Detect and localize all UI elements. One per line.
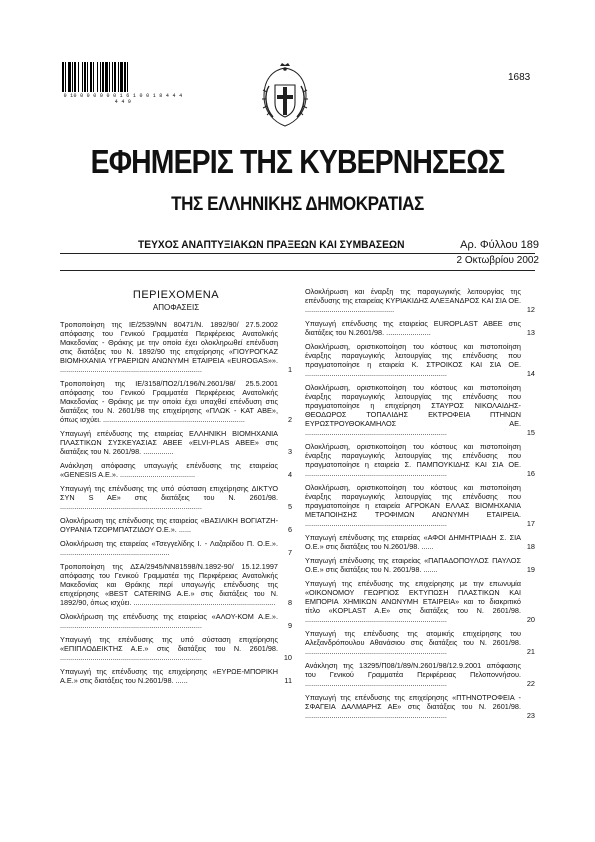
toc-entry xyxy=(305,579,535,624)
toc-entry xyxy=(60,562,292,607)
toc-entry xyxy=(60,320,292,374)
toc-entry xyxy=(60,429,292,456)
toc-entry-text: Ολοκλήρωση της επένδυσης της εταιρείας «ΒΑΣΙΛΙΚΗ ΒΟΓΙΑΤΖΗ-ΟΥΡΑΝΙΑ ΤΖΟΡΜΠΑΤΖΙΔΟΥ Ο.Ε.». ...... xyxy=(60,516,278,534)
toc-list-left xyxy=(60,320,292,685)
date-divider xyxy=(60,270,535,271)
toc-entry xyxy=(60,667,292,685)
barcode-number: 0 10 0 0 0 0 0 0 1 6 1 0 0 1 8 4 4 4 4 4 9 xyxy=(63,93,183,105)
toc-heading: ΠΕΡΙΕΧΟΜΕΝΑ xyxy=(132,289,220,301)
toc-entry-text: Ολοκλήρωση της εταιρείας «Τσεγγελίδης Ι. - Λαζαρίδου Π. Ο.Ε.». ...................................................... xyxy=(60,539,278,557)
toc-list-right xyxy=(305,287,535,720)
toc-entry-page: 19 xyxy=(526,565,535,574)
toc-entry xyxy=(305,629,535,656)
toc-entry xyxy=(305,442,535,478)
toc-entry xyxy=(305,661,535,688)
gazette-title: ΕΦΗΜΕΡΙΣ ΤΗΣ ΚΥΒΕΡΝΗΣΕΩΣ xyxy=(90,143,505,180)
toc-entry xyxy=(305,483,535,528)
toc-entry-page: 14 xyxy=(526,369,535,378)
toc-entry-page: 21 xyxy=(526,647,535,656)
issue-date: 2 Οκτωβρίου 2002 xyxy=(456,255,539,266)
toc-entry-text: Υπαγωγή επένδυσης της εταιρείας ΕΛΛΗΝΙΚΗ ΒΙΟΜΗΧΑΝΙΑ ΠΛΑΣΤΙΚΩΝ ΣΥΣΚΕΥΑΣΙΑΣ ΑΒΕΕ «ELVI-PLAS ABEE» στις διατάξεις του Ν. 2601/98. ............... xyxy=(60,429,278,456)
toc-entry-text: Ολοκλήρωση, οριστικοποίηση του κόστους και πιστοποίηση έναρξης παραγωγικής λειτουργίας της επένδυσης που πραγματοποίησε η εταιρεία ΑΓΡΟΚΑΝ ΕΛΛΑΣ ΒΙΟΜΗΧΑΝΙΑ ΜΕΤΑΠΟΙΗΣΗΣ ΤΡΟΦΙΜΩΝ ΑΝΩΝΥΜΗ ΕΤΑΙΡΕΙΑ. ...................................................................... xyxy=(305,483,521,528)
toc-entry-page: 6 xyxy=(287,525,292,534)
toc-entry-page: 13 xyxy=(526,328,535,337)
greek-coat-of-arms-emblem xyxy=(256,62,314,130)
toc-entry-page: 7 xyxy=(287,548,292,557)
barcode xyxy=(62,62,184,92)
toc-entry-page: 12 xyxy=(526,305,535,314)
toc-entry-text: Τροποποίηση της ΙΕ/2539/ΝΝ 80471/Ν. 1892/90/ 27.5.2002 απόφασης του Γενικού Γραμματέα Περιφέρειας Ανατολικής Μακεδονίας - Θράκης με την οποία έχει ολοκληρωθεί επένδυση στις διατάξεις του Ν. 1892/90 της επιχείρησης «ΓΙΟΥΡΟΓΚΑΖ ΒΙΟΜΗΧΑΝΙΑ ΥΓΡΑΕΡΙΩΝ ΑΝΩΝΥΜΗ ΕΤΑΙΡΕΙΑ «EUROGAS»». ...................................................................... xyxy=(60,320,278,374)
issue-number: Αρ. Φύλλου 189 xyxy=(460,239,539,251)
gazette-subtitle: ΤΗΣ ΕΛΛΗΝΙΚΗΣ ΔΗΜΟΚΡΑΤΙΑΣ xyxy=(171,194,424,215)
toc-entry xyxy=(60,516,292,534)
toc-entry xyxy=(305,556,535,574)
toc-entry-text: Ολοκλήρωση, οριστικοποίηση του κόστους και πιστοποίηση έναρξης παραγωγικής λειτουργίας της επένδυσης που πραγματοποίησε η εταιρεία Κ. ΣΤΡΟΙΚΟΣ ΚΑΙ ΣΙΑ ΟΕ. ...................................................................... xyxy=(305,342,521,378)
toc-entry-text: Ανάκληση απόφασης υπαγωγής επένδυσης της εταιρείας «GENESIS A.E.». ..................................... xyxy=(60,461,278,479)
toc-entry-text: Υπαγωγή επένδυσης της εταιρείας «ΑΦΟΙ ΔΗΜΗΤΡΙΑΔΗ Σ. ΣΙΑ Ο.Ε.» στις διατάξεις του Ν.2601/98. ...... xyxy=(305,533,521,551)
toc-entry-page: 2 xyxy=(287,415,292,424)
toc-entry-page: 8 xyxy=(287,598,292,607)
toc-entry-page: 23 xyxy=(526,711,535,720)
toc-entry xyxy=(60,635,292,662)
toc-entry-page: 15 xyxy=(526,428,535,437)
toc-entry-text: Υπαγωγή της επένδυσης της ατομικής επιχείρησης του Αλεξανδρόπουλου Αθανάσιου στις διατάξεις του Ν. 2601/98. ...................................................................... xyxy=(305,629,521,656)
toc-entry-text: Υπαγωγή της επένδυσης της επιχείρησης «ΠΤΗΝΟΤΡΟΦΕΙΑ - ΣΦΑΓΕΙΑ ΔΑΛΜΑΡΗΣ ΑΕ» στις διατάξεις του Ν. 2601/98. ...................................................................... xyxy=(305,693,521,720)
toc-entry-text: Υπαγωγή της επένδυσης της υπό σύσταση επιχείρησης «ΕΠΙΠΛΟΔΕΙΚΤΗΣ Α.Ε.» στις διατάξεις του Ν. 2601/98. ...................................................................... xyxy=(60,635,278,662)
toc-entry xyxy=(60,612,292,630)
issue-type: ΤΕΥΧΟΣ ΑΝΑΠΤΥΞΙΑΚΩΝ ΠΡΑΞΕΩΝ ΚΑΙ ΣΥΜΒΑΣΕΩΝ xyxy=(138,239,405,251)
toc-entry-page: 18 xyxy=(526,542,535,551)
toc-entry-text: Υπαγωγή επένδυσης της εταιρείας EUROPLAST ABEE στις διατάξεις του Ν.2601/98. ...................... xyxy=(305,319,521,337)
toc-entry-text: Υπαγωγή της επένδυσης της επιχείρησης «ΕΥΡΩΕ-ΜΠΟΡΙΚΗ Α.Ε.» στις διατάξεις του Ν.2601/98. ...... xyxy=(60,667,278,685)
toc-entry-page: 1 xyxy=(287,365,292,374)
toc-subheading: ΑΠΟΦΑΣΕΙΣ xyxy=(152,303,200,312)
toc-left-column xyxy=(60,289,292,690)
toc-entry-text: Τροποποίηση της ΔΣΑ/2945/ΝΝ81598/Ν.1892-90/ 15.12.1997 απόφασης του Γενικού Γραμματέα της Περιφέρειας Ανατολικής Μακεδονίας και Θράκης περί υπαγωγής επένδυσης της επιχείρησης «BEST CATERING A.E.» στις διατάξεις του Ν. 1892/90, όπως ισχύει. ...................................................................... xyxy=(60,562,278,607)
toc-entry xyxy=(305,383,535,437)
toc-entry-page: 16 xyxy=(526,469,535,478)
toc-entry-text: Υπαγωγή της επένδυσης της υπό σύσταση επιχείρησης ΔΙΚΤΥΟ ΣΥΝ S AE» στις διατάξεις του Ν. 2601/98. ...................................................................... xyxy=(60,484,278,511)
toc-entry xyxy=(305,693,535,720)
toc-entry-text: Ολοκλήρωση και έναρξη της παραγωγικής λειτουργίας της επένδυσης της εταιρείας ΚΥΡΙΑΚΙΔΗΣ ΑΛΕΞΑΝΔΡΟΣ ΚΑΙ ΣΙΑ ΟΕ. ............................................ xyxy=(305,287,521,314)
toc-entry-text: Ολοκλήρωση της επένδυσης της εταιρείας «ΑΛΟΥ-ΚΟΜ Α.Ε.». ...................................................................... xyxy=(60,612,278,630)
toc-entry xyxy=(305,342,535,378)
toc-entry-page: 17 xyxy=(526,519,535,528)
toc-entry xyxy=(60,484,292,511)
toc-entry-text: Τροποποίηση της ΙΕ/3158/ΠΟ2/1/196/Ν.2601/98/ 25.5.2001 απόφασης του Γενικού Γραμματέα Περιφέρειας Ανατολικής Μακεδονίας - Θράκης με την οποία έχει υπαχθεί επένδυση στις διατάξεις του Ν. 2601/98 της επιχείρησης «ΠΛΩΚ - ΚΑΤ ΑΒΕ», όπως ισχύει. ...................................................................... xyxy=(60,379,278,424)
toc-entry-page: 22 xyxy=(526,679,535,688)
toc-entry-text: Ανάκληση της 13295/Π08/1/89/Ν.2601/98/12.9.2001 απόφασης του Γενικού Γραμματέα Περιφέρειας Πελοποννήσου. ...................................................................... xyxy=(305,661,521,688)
toc-entry xyxy=(305,287,535,314)
toc-entry xyxy=(60,461,292,479)
toc-entry xyxy=(60,539,292,557)
toc-entry-text: Ολοκλήρωση, οριστικοποίηση του κόστους και πιστοποίηση έναρξης παραγωγικής λειτουργίας της επένδυσης που πραγματοποίησε η εταιρεία Σ. ΠΑΜΠΟΥΚΙΔΗΣ ΚΑΙ ΣΙΑ ΟΕ. ...................................................................... xyxy=(305,442,521,478)
toc-entry xyxy=(305,533,535,551)
toc-entry-page: 11 xyxy=(284,676,292,685)
toc-entry xyxy=(305,319,535,337)
toc-right-column xyxy=(305,287,535,725)
page-number: 1683 xyxy=(508,72,531,83)
toc-entry xyxy=(60,379,292,424)
toc-entry-page: 9 xyxy=(287,621,292,630)
toc-entry-page: 20 xyxy=(526,615,535,624)
toc-entry-text: Υπαγωγή της επένδυσης της επιχείρησης με την επωνυμία «ΟΙΚΟΝΟΜΟΥ ΓΕΩΡΓΙΟΣ ΕΚΤΥΠΩΣΗ ΠΛΑΣΤΙΚΩΝ ΚΑΙ ΕΜΠΟΡΙΑ ΧΗΜΙΚΩΝ ΑΝΩΝΥΜΗ ΕΤΑΙΡΕΙΑ» και το διακριτικό τίτλο «KOPLAST A.E» στις διατάξεις του Ν. 2601/98. ...................................................................... xyxy=(305,579,521,624)
toc-entry-page: 4 xyxy=(287,470,292,479)
toc-entry-text: Υπαγωγή επένδυσης της εταιρείας «ΠΑΠΑΔΟΠΟΥΛΟΣ ΠΑΥΛΟΣ Ο.Ε.» στις διατάξεις του Ν. 2601/98. ....... xyxy=(305,556,521,574)
header-divider xyxy=(60,253,535,254)
toc-entry-page: 5 xyxy=(287,502,292,511)
toc-entry-page: 10 xyxy=(283,653,292,662)
toc-entry-page: 3 xyxy=(287,447,292,456)
toc-entry-text: Ολοκλήρωση, οριστικοποίηση του κόστους και πιστοποίηση έναρξης παραγωγικής λειτουργίας της επένδυσης που πραγματοποίησε η επιχείρηση ΣΤΑΥΡΟΣ ΝΙΚΟΛΑΙΔΗΣ-ΘΕΟΔΩΡΟΣ ΤΟΠΑΛΙΔΗΣ ΕΚΤΡΟΦΕΙΑ ΠΤΗΝΩΝ ΕΥΡΩΣΤΡΟΥΘΟΚΑΜΗΛΟΣ ΑΕ. ...................................................................... xyxy=(305,383,521,437)
